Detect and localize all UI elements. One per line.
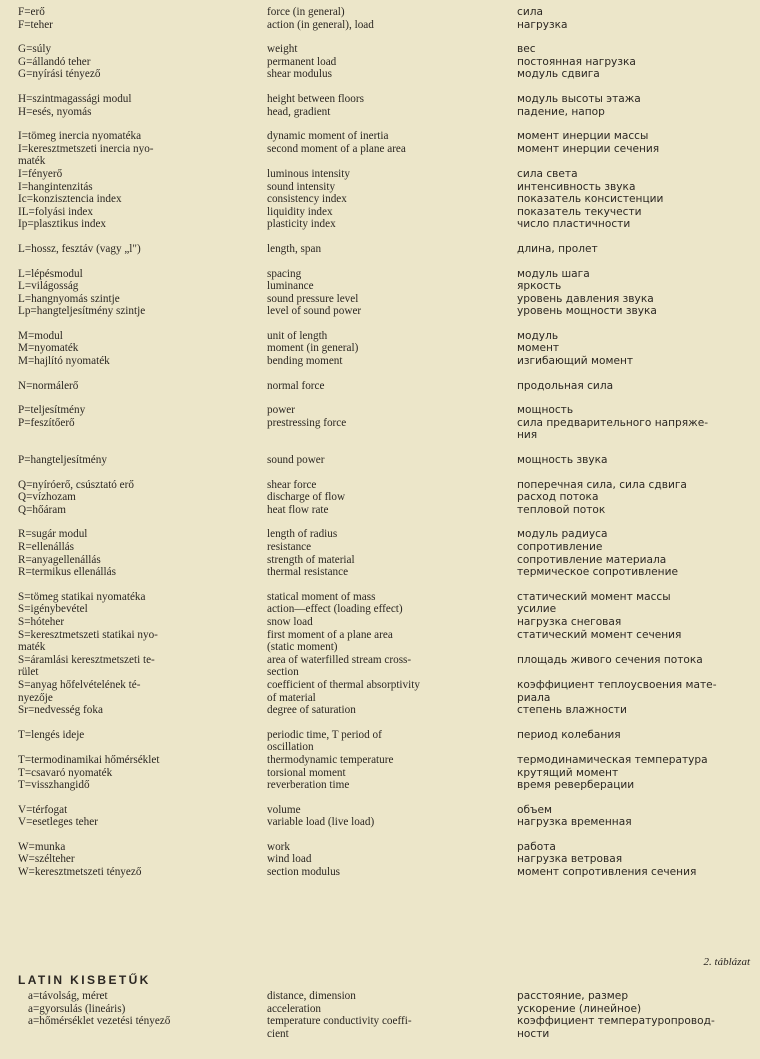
- russian-term: сила предварительного напряже-: [517, 416, 709, 429]
- symbol-group: [18, 841, 754, 879]
- symbol-group: [18, 43, 754, 81]
- russian-term: коэффициент теплоусвоения мате-: [517, 678, 717, 691]
- glossary-row: [18, 143, 754, 156]
- russian-term: расстояние, размер: [517, 990, 629, 1002]
- glossary-row: [18, 417, 754, 430]
- english-term: level of sound power: [267, 305, 362, 318]
- hungarian-term: R=anyagellenállás: [18, 553, 101, 566]
- symbol-group: [18, 591, 754, 717]
- hungarian-term: I=tömeg inercia nyomatéka: [18, 130, 142, 143]
- russian-term: момент: [517, 342, 560, 355]
- russian-term: [517, 641, 754, 654]
- section-title: LATIN KISBETŰK: [18, 973, 151, 987]
- hungarian-term: G=nyírási tényező: [18, 68, 101, 81]
- glossary-row: [18, 168, 754, 181]
- hungarian-term: maték: [18, 641, 46, 654]
- english-term: plasticity index: [267, 218, 336, 231]
- russian-term: степень влажности: [517, 704, 627, 717]
- russian-term: момент инерции сечения: [517, 142, 660, 155]
- english-term: resistance: [267, 541, 312, 553]
- symbol-group: [18, 6, 754, 31]
- english-term: snow load: [267, 615, 313, 628]
- hungarian-term: Q=vízhozam: [18, 491, 76, 504]
- russian-term: работа: [517, 840, 556, 853]
- russian-term: продольная сила: [517, 379, 614, 392]
- glossary-row: [18, 504, 754, 517]
- glossary-row: [18, 380, 754, 393]
- english-term: cient: [267, 1027, 289, 1040]
- glossary-row: [18, 666, 754, 679]
- hungarian-term: S=hóteher: [18, 615, 65, 628]
- english-term: dynamic moment of inertia: [267, 130, 389, 143]
- hungarian-term: P=hangteljesítmény: [18, 454, 107, 467]
- hungarian-term: Lp=hangteljesítmény szintje: [18, 305, 146, 318]
- english-term: temperature conductivity coeffi-: [267, 1015, 412, 1028]
- symbol-group: [18, 804, 754, 829]
- russian-term: яркость: [517, 280, 562, 293]
- hungarian-term: W=keresztmetszeti tényező: [18, 866, 142, 879]
- glossary-row: [18, 554, 754, 567]
- hungarian-term: Q=hőáram: [18, 503, 66, 516]
- russian-term: нагрузка ветровая: [517, 853, 623, 866]
- glossary-row: [18, 218, 754, 231]
- russian-term: модуль радиуса: [517, 528, 608, 541]
- glossary-row: [18, 93, 754, 106]
- russian-term: усилие: [517, 603, 557, 616]
- glossary-row: [18, 1028, 754, 1041]
- glossary-row: [18, 816, 754, 829]
- symbol-group: [18, 404, 754, 442]
- hungarian-term: [18, 429, 267, 442]
- english-term: height between floors: [267, 92, 364, 105]
- russian-term: сопротивление: [517, 541, 603, 553]
- glossary-row: [18, 19, 754, 32]
- english-term: wind load: [267, 853, 312, 866]
- russian-term: мощность звука: [517, 454, 608, 467]
- glossary-row: [18, 866, 754, 879]
- english-term: head, gradient: [267, 105, 331, 118]
- english-term: discharge of flow: [267, 491, 346, 504]
- symbol-group: [18, 454, 754, 467]
- hungarian-term: a=távolság, méret: [28, 990, 108, 1002]
- glossary-row: [18, 6, 754, 19]
- english-term: permanent load: [267, 55, 337, 68]
- english-term: unit of length: [267, 329, 328, 342]
- hungarian-term: W=munka: [18, 840, 66, 853]
- hungarian-term: R=termikus ellenállás: [18, 566, 116, 579]
- glossary-row: [18, 767, 754, 780]
- russian-term: уровень давления звука: [517, 292, 654, 305]
- russian-term: ускорение (линейное): [517, 1002, 642, 1015]
- russian-term: нагрузка снеговая: [517, 615, 622, 628]
- english-term: [267, 429, 517, 442]
- english-term: variable load (live load): [267, 816, 375, 829]
- english-term: of material: [267, 691, 316, 704]
- symbol-group: [18, 528, 754, 578]
- hungarian-term: Q=nyíróerő, csúsztató erő: [18, 478, 134, 491]
- hungarian-term: M=hajlító nyomaték: [18, 355, 110, 368]
- hungarian-term: G=súly: [18, 43, 52, 56]
- glossary-row: [18, 591, 754, 604]
- hungarian-term: Ip=plasztikus index: [18, 218, 107, 231]
- hungarian-term: W=szélteher: [18, 853, 75, 866]
- english-term: statical moment of mass: [267, 590, 376, 603]
- glossary-row: [18, 206, 754, 219]
- hungarian-term: S=anyag hőfelvételének té-: [18, 678, 141, 691]
- english-term: periodic time, T period of: [267, 728, 382, 741]
- russian-term: тепловой поток: [517, 503, 606, 516]
- glossary-row: [18, 106, 754, 119]
- english-term: work: [267, 840, 290, 853]
- russian-term: вес: [517, 43, 536, 56]
- english-term: sound intensity: [267, 180, 336, 193]
- hungarian-term: S=tömeg statikai nyomatéka: [18, 590, 146, 603]
- hungarian-term: F=teher: [18, 18, 53, 31]
- glossary-row: [18, 155, 754, 168]
- english-term: bending moment: [267, 355, 343, 368]
- symbol-group: [18, 93, 754, 118]
- glossary-row: [18, 305, 754, 318]
- russian-term: термодинамическая температура: [517, 753, 708, 766]
- glossary-row: [18, 404, 754, 417]
- hungarian-term: rület: [18, 666, 39, 679]
- glossary-row: [18, 679, 754, 692]
- glossary-row: [18, 56, 754, 69]
- symbol-group: [18, 330, 754, 368]
- hungarian-term: a=hőmérséklet vezetési tényező: [28, 1015, 171, 1028]
- russian-term: [517, 666, 754, 679]
- russian-term: нагрузка временная: [517, 816, 632, 829]
- glossary-row: [18, 268, 754, 281]
- hungarian-term: S=áramlási keresztmetszeti te-: [18, 653, 155, 666]
- english-term: (static moment): [267, 641, 338, 654]
- lowercase-latin-section: [18, 956, 754, 1040]
- english-term: length, span: [267, 242, 322, 255]
- hungarian-term: R=sugár modul: [18, 528, 88, 541]
- hungarian-term: M=nyomaték: [18, 342, 79, 355]
- english-term: volume: [267, 803, 301, 816]
- hungarian-term: L=hossz, fesztáv (vagy „l"): [18, 242, 141, 255]
- english-term: liquidity index: [267, 205, 333, 218]
- glossary-row: [18, 704, 754, 717]
- hungarian-term: L=lépésmodul: [18, 267, 83, 280]
- english-term: first moment of a plane area: [267, 628, 393, 641]
- hungarian-term: T=visszhangidő: [18, 779, 90, 792]
- english-term: moment (in general): [267, 342, 359, 355]
- hungarian-term: P=feszítőerő: [18, 416, 75, 429]
- english-term: length of radius: [267, 528, 338, 541]
- glossary-row: [18, 541, 754, 554]
- russian-term: коэффициент температуропровод-: [517, 1015, 715, 1028]
- russian-term: риала: [517, 691, 551, 704]
- glossary-row: [18, 454, 754, 467]
- glossary-row: [18, 692, 754, 705]
- russian-term: расход потока: [517, 491, 599, 504]
- glossary-row: [18, 243, 754, 256]
- symbol-group: [18, 380, 754, 393]
- english-term: reverberation time: [267, 779, 350, 792]
- glossary-row: [18, 330, 754, 343]
- english-term: weight: [267, 43, 298, 56]
- table-number: 2. táblázat: [703, 956, 750, 968]
- english-term: power: [267, 404, 295, 417]
- symbol-group: [18, 243, 754, 256]
- hungarian-term: I=keresztmetszeti inercia nyo-: [18, 142, 154, 155]
- russian-term: термическое сопротивление: [517, 566, 679, 579]
- hungarian-term: N=normálerő: [18, 379, 79, 392]
- russian-term: падение, напор: [517, 105, 605, 118]
- english-term: degree of saturation: [267, 704, 356, 717]
- hungarian-term: Ic=konzisztencia index: [18, 193, 122, 206]
- english-term: force (in general): [267, 6, 345, 18]
- russian-term: ния: [517, 429, 538, 442]
- english-term: consistency index: [267, 193, 347, 206]
- english-term: shear modulus: [267, 68, 332, 81]
- english-term: second moment of a plane area: [267, 142, 406, 155]
- hungarian-term: S=keresztmetszeti statikai nyo-: [18, 628, 158, 641]
- english-term: sound pressure level: [267, 292, 359, 305]
- russian-term: изгибающий момент: [517, 355, 634, 368]
- glossary-row: [18, 342, 754, 355]
- english-term: oscillation: [267, 741, 314, 754]
- glossary-row: [18, 629, 754, 642]
- english-term: acceleration: [267, 1002, 322, 1015]
- hungarian-term: I=hangintenzitás: [18, 180, 93, 193]
- russian-term: ности: [517, 1027, 550, 1040]
- glossary-row: [18, 479, 754, 492]
- glossary-row: [18, 280, 754, 293]
- english-term: area of waterfilled stream cross-: [267, 653, 412, 666]
- russian-term: показатель консистенции: [517, 193, 664, 206]
- russian-term: объем: [517, 803, 553, 816]
- glossary-row: [18, 603, 754, 616]
- glossary-row: [18, 130, 754, 143]
- russian-term: сопротивление материала: [517, 553, 667, 566]
- glossary-row: [18, 779, 754, 792]
- russian-term: момент инерции массы: [517, 130, 649, 143]
- symbol-glossary: [18, 6, 754, 891]
- hungarian-term: M=modul: [18, 329, 63, 342]
- glossary-row: [18, 491, 754, 504]
- russian-term: время реверберации: [517, 779, 635, 792]
- glossary-row: [18, 429, 754, 442]
- hungarian-term: [18, 741, 267, 754]
- russian-term: [517, 741, 754, 754]
- russian-term: момент сопротивления сечения: [517, 866, 697, 879]
- hungarian-term: nyezője: [18, 691, 53, 704]
- english-term: spacing: [267, 267, 302, 280]
- english-term: torsional moment: [267, 766, 346, 779]
- russian-term: показатель текучести: [517, 205, 642, 218]
- symbol-group: [18, 268, 754, 318]
- glossary-row: [18, 566, 754, 579]
- hungarian-term: T=termodinamikai hőmérséklet: [18, 753, 160, 766]
- english-term: heat flow rate: [267, 503, 329, 516]
- hungarian-term: I=fényerő: [18, 167, 63, 180]
- lowercase-glossary: [18, 990, 754, 1040]
- hungarian-term: [18, 1028, 267, 1041]
- english-term: luminance: [267, 280, 314, 293]
- hungarian-term: F=erő: [18, 6, 45, 18]
- russian-term: число пластичности: [517, 218, 631, 231]
- section-header: [18, 956, 754, 990]
- russian-term: статический момент массы: [517, 590, 671, 603]
- english-term: thermodynamic temperature: [267, 753, 394, 766]
- glossary-row: [18, 528, 754, 541]
- russian-term: постоянная нагрузка: [517, 55, 636, 68]
- english-term: section: [267, 666, 299, 679]
- english-term: action—effect (loading effect): [267, 603, 403, 616]
- english-term: thermal resistance: [267, 566, 349, 579]
- glossary-row: [18, 841, 754, 854]
- russian-term: статический момент сечения: [517, 628, 682, 641]
- hungarian-term: S=igénybevétel: [18, 603, 88, 616]
- english-term: [267, 155, 517, 168]
- glossary-row: [18, 754, 754, 767]
- hungarian-term: V=térfogat: [18, 803, 68, 816]
- glossary-row: [18, 193, 754, 206]
- glossary-row: [18, 293, 754, 306]
- glossary-row: [18, 68, 754, 81]
- english-term: sound power: [267, 454, 325, 467]
- glossary-row: [18, 741, 754, 754]
- english-term: distance, dimension: [267, 990, 356, 1002]
- glossary-row: [18, 1003, 754, 1016]
- hungarian-term: T=csavaró nyomaték: [18, 766, 113, 779]
- russian-term: модуль сдвига: [517, 68, 600, 81]
- english-term: coefficient of thermal absorptivity: [267, 678, 420, 691]
- hungarian-term: H=esés, nyomás: [18, 105, 92, 118]
- russian-term: модуль шага: [517, 267, 590, 280]
- english-term: shear force: [267, 478, 317, 491]
- russian-term: крутящий момент: [517, 766, 619, 779]
- glossary-row: [18, 654, 754, 667]
- english-term: normal force: [267, 379, 325, 392]
- glossary-row: [18, 729, 754, 742]
- russian-term: уровень мощности звука: [517, 305, 657, 318]
- glossary-row: [18, 853, 754, 866]
- russian-term: поперечная сила, сила сдвига: [517, 478, 687, 491]
- hungarian-term: IL=folyási index: [18, 205, 93, 218]
- russian-term: интенсивность звука: [517, 180, 636, 193]
- english-term: strength of material: [267, 553, 355, 566]
- english-term: luminous intensity: [267, 167, 350, 180]
- english-term: section modulus: [267, 866, 341, 879]
- glossary-row: [18, 804, 754, 817]
- glossary-row: [18, 181, 754, 194]
- hungarian-term: T=lengés ideje: [18, 728, 85, 741]
- symbol-group: [18, 479, 754, 517]
- hungarian-term: maték: [18, 155, 46, 168]
- russian-term: [517, 155, 754, 168]
- hungarian-term: R=ellenállás: [18, 541, 75, 553]
- english-term: prestressing force: [267, 416, 347, 429]
- russian-term: модуль: [517, 329, 559, 342]
- hungarian-term: G=állandó teher: [18, 55, 91, 68]
- hungarian-term: Sr=nedvesség foka: [18, 704, 103, 717]
- russian-term: сила света: [517, 167, 578, 180]
- russian-term: сила: [517, 6, 543, 18]
- hungarian-term: L=hangnyomás szintje: [18, 292, 120, 305]
- glossary-row: [18, 616, 754, 629]
- russian-term: длина, пролет: [517, 242, 598, 255]
- symbol-group: [18, 729, 754, 792]
- russian-term: модуль высоты этажа: [517, 92, 641, 105]
- russian-term: период колебания: [517, 728, 621, 741]
- glossary-row: [18, 1015, 754, 1028]
- glossary-row: [18, 990, 754, 1003]
- hungarian-term: L=világosság: [18, 280, 79, 293]
- symbol-group: [18, 130, 754, 231]
- hungarian-term: P=teljesítmény: [18, 404, 86, 417]
- russian-term: мощность: [517, 404, 574, 417]
- hungarian-term: V=esetleges teher: [18, 816, 98, 829]
- russian-term: площадь живого сечения потока: [517, 653, 703, 666]
- hungarian-term: H=szintmagassági modul: [18, 92, 132, 105]
- english-term: action (in general), load: [267, 18, 374, 31]
- hungarian-term: a=gyorsulás (lineáris): [28, 1002, 126, 1015]
- glossary-row: [18, 641, 754, 654]
- glossary-row: [18, 43, 754, 56]
- glossary-row: [18, 355, 754, 368]
- russian-term: нагрузка: [517, 18, 568, 31]
